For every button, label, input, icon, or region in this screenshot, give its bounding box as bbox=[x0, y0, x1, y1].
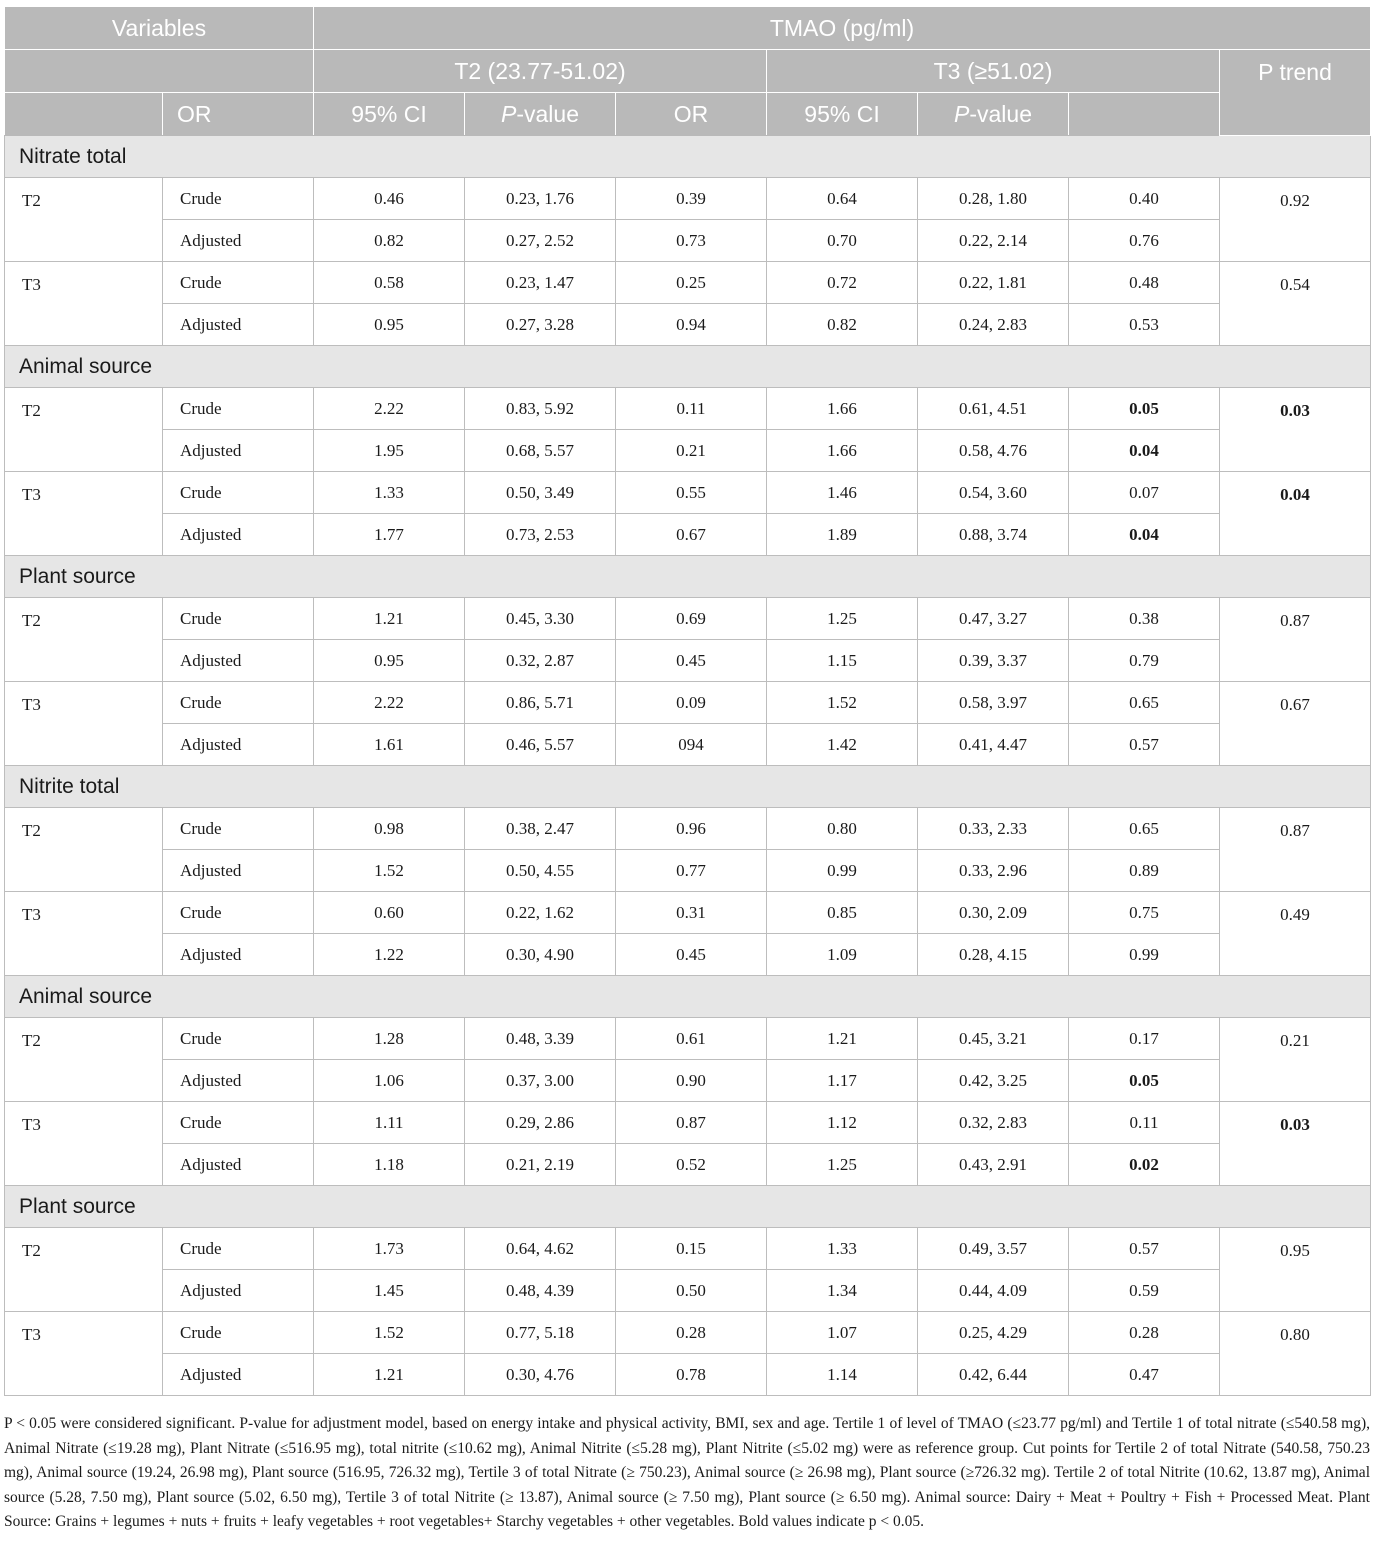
pvalue-cell: 0.25 bbox=[616, 262, 767, 304]
header-tmao: TMAO (pg/ml) bbox=[314, 7, 1371, 50]
model-label: Crude bbox=[163, 472, 314, 514]
ci-cell: 0.58, 3.97 bbox=[918, 682, 1069, 724]
table-row bbox=[5, 1270, 1371, 1312]
section-label: Nitrate total bbox=[5, 136, 1371, 178]
pvalue-cell: 0.38 bbox=[1069, 598, 1220, 640]
ci-cell: 0.28, 1.80 bbox=[918, 178, 1069, 220]
ci-cell: 0.32, 2.83 bbox=[918, 1102, 1069, 1144]
model-label: Adjusted bbox=[163, 220, 314, 262]
header-ci-1: 95% CI bbox=[314, 93, 465, 136]
section-row bbox=[5, 766, 1371, 808]
section-label: Animal source bbox=[5, 976, 1371, 1018]
header-blank-cell bbox=[5, 93, 163, 136]
table-header bbox=[5, 7, 1371, 136]
pvalue-cell: 0.15 bbox=[616, 1228, 767, 1270]
ci-cell: 0.30, 4.76 bbox=[465, 1354, 616, 1396]
table-row bbox=[5, 1228, 1371, 1270]
or-cell: 1.73 bbox=[314, 1228, 465, 1270]
pvalue-cell: 0.73 bbox=[616, 220, 767, 262]
or-cell: 1.15 bbox=[767, 640, 918, 682]
table-row bbox=[5, 682, 1371, 724]
pvalue-cell: 0.28 bbox=[616, 1312, 767, 1354]
ci-cell: 0.45, 3.21 bbox=[918, 1018, 1069, 1060]
model-label: Adjusted bbox=[163, 1270, 314, 1312]
section-label: Plant source bbox=[5, 1186, 1371, 1228]
pvalue-cell: 0.45 bbox=[616, 640, 767, 682]
ci-cell: 0.54, 3.60 bbox=[918, 472, 1069, 514]
table-row bbox=[5, 934, 1371, 976]
table-row bbox=[5, 1354, 1371, 1396]
or-cell: 1.66 bbox=[767, 430, 918, 472]
pvalue-cell: 0.47 bbox=[1069, 1354, 1220, 1396]
table-row bbox=[5, 1312, 1371, 1354]
model-label: Crude bbox=[163, 1102, 314, 1144]
pvalue-cell: 0.04 bbox=[1069, 514, 1220, 556]
pvalue-cell: 0.55 bbox=[616, 472, 767, 514]
ci-cell: 0.29, 2.86 bbox=[465, 1102, 616, 1144]
pvalue-cell: 0.28 bbox=[1069, 1312, 1220, 1354]
pvalue-cell: 0.52 bbox=[616, 1144, 767, 1186]
pvalue-cell: 0.48 bbox=[1069, 262, 1220, 304]
ci-cell: 0.61, 4.51 bbox=[918, 388, 1069, 430]
header-ptrend: P trend bbox=[1220, 50, 1371, 136]
header-or-1: OR bbox=[163, 93, 314, 136]
pvalue-cell: 0.69 bbox=[616, 598, 767, 640]
table-row bbox=[5, 1102, 1371, 1144]
pvalue-cell: 0.96 bbox=[616, 808, 767, 850]
header-p-rest: -value bbox=[969, 100, 1032, 127]
table-row bbox=[5, 220, 1371, 262]
table-row bbox=[5, 430, 1371, 472]
ptrend-cell: 0.54 bbox=[1220, 262, 1371, 346]
model-label: Crude bbox=[163, 1312, 314, 1354]
or-cell: 1.25 bbox=[767, 598, 918, 640]
pvalue-cell: 0.57 bbox=[1069, 724, 1220, 766]
table-row bbox=[5, 850, 1371, 892]
or-cell: 1.46 bbox=[767, 472, 918, 514]
or-cell: 1.33 bbox=[767, 1228, 918, 1270]
pvalue-cell: 0.99 bbox=[1069, 934, 1220, 976]
table-row bbox=[5, 598, 1371, 640]
model-label: Adjusted bbox=[163, 514, 314, 556]
ptrend-cell: 0.03 bbox=[1220, 388, 1371, 472]
ci-cell: 0.38, 2.47 bbox=[465, 808, 616, 850]
ci-cell: 0.27, 3.28 bbox=[465, 304, 616, 346]
or-cell: 1.22 bbox=[314, 934, 465, 976]
ptrend-cell: 0.03 bbox=[1220, 1102, 1371, 1186]
model-label: Crude bbox=[163, 1018, 314, 1060]
model-label: Adjusted bbox=[163, 934, 314, 976]
or-cell: 0.70 bbox=[767, 220, 918, 262]
pvalue-cell: 0.78 bbox=[616, 1354, 767, 1396]
ci-cell: 0.28, 4.15 bbox=[918, 934, 1069, 976]
model-label: Crude bbox=[163, 892, 314, 934]
model-label: Crude bbox=[163, 262, 314, 304]
tertile-label: T2 bbox=[5, 598, 163, 682]
model-label: Crude bbox=[163, 682, 314, 724]
table-row bbox=[5, 514, 1371, 556]
table-row bbox=[5, 388, 1371, 430]
ci-cell: 0.44, 4.09 bbox=[918, 1270, 1069, 1312]
model-label: Adjusted bbox=[163, 640, 314, 682]
ci-cell: 0.41, 4.47 bbox=[918, 724, 1069, 766]
tertile-label: T3 bbox=[5, 1102, 163, 1186]
pvalue-cell: 0.53 bbox=[1069, 304, 1220, 346]
table-footnote: P < 0.05 were considered significant. P-value for adjustment model, based on energy intake and physical activity, BMI, sex and age. Tertile 1 of level of TMAO (≤23.77 pg/ml) and Tertile 1 of total nitrate (≤540.58 mg), Animal Nitrate (≤19.28 mg), Plant Nitrate (≤516.95 mg), total nitrite (≤10.62 mg), Animal Nitrite (≤5.28 mg), Plant Nitrite (≤5.02 mg) were as reference group. Cut points for Tertile 2 of total Nitrate (540.58, 750.23 mg), Animal source (19.24, 26.98 mg), Plant source (516.95, 726.32 mg), Tertile 3 of total Nitrate (≥ 750.23), Animal source (≥ 26.98 mg), Plant source (≥726.32 mg). Tertile 2 of total Nitrite (10.62, 13.87 mg), Animal source (5.28, 7.50 mg), Plant source (5.02, 6.50 mg), Tertile 3 of total Nitrite (≥ 13.87), Animal source (≥ 7.50 mg), Plant source (≥ 6.50 mg). Animal source: Dairy + Meat + Poultry + Fish + Processed Meat. Plant Source: Grains + legumes + nuts + fruits + leafy vegetables + root vegetables+ Starchy vegetables + other vegetables. Bold values indicate p < 0.05. bbox=[4, 1415, 1370, 1530]
pvalue-cell: 0.57 bbox=[1069, 1228, 1220, 1270]
model-label: Crude bbox=[163, 178, 314, 220]
ci-cell: 0.42, 3.25 bbox=[918, 1060, 1069, 1102]
or-cell: 0.64 bbox=[767, 178, 918, 220]
or-cell: 0.80 bbox=[767, 808, 918, 850]
pvalue-cell: 0.05 bbox=[1069, 1060, 1220, 1102]
ci-cell: 0.32, 2.87 bbox=[465, 640, 616, 682]
ci-cell: 0.48, 4.39 bbox=[465, 1270, 616, 1312]
ci-cell: 0.21, 2.19 bbox=[465, 1144, 616, 1186]
or-cell: 0.85 bbox=[767, 892, 918, 934]
pvalue-cell: 0.39 bbox=[616, 178, 767, 220]
table-row bbox=[5, 892, 1371, 934]
pvalue-cell: 094 bbox=[616, 724, 767, 766]
ptrend-cell: 0.67 bbox=[1220, 682, 1371, 766]
or-cell: 1.95 bbox=[314, 430, 465, 472]
tertile-label: T2 bbox=[5, 1018, 163, 1102]
pvalue-cell: 0.94 bbox=[616, 304, 767, 346]
pvalue-cell: 0.31 bbox=[616, 892, 767, 934]
pvalue-cell: 0.67 bbox=[616, 514, 767, 556]
ci-cell: 0.33, 2.33 bbox=[918, 808, 1069, 850]
or-cell: 1.07 bbox=[767, 1312, 918, 1354]
section-row bbox=[5, 1186, 1371, 1228]
or-cell: 1.61 bbox=[314, 724, 465, 766]
tertile-label: T3 bbox=[5, 472, 163, 556]
pvalue-cell: 0.11 bbox=[1069, 1102, 1220, 1144]
pvalue-cell: 0.87 bbox=[616, 1102, 767, 1144]
ci-cell: 0.43, 2.91 bbox=[918, 1144, 1069, 1186]
or-cell: 1.21 bbox=[314, 1354, 465, 1396]
header-p-rest: -value bbox=[516, 100, 579, 127]
ci-cell: 0.45, 3.30 bbox=[465, 598, 616, 640]
model-label: Adjusted bbox=[163, 724, 314, 766]
pvalue-cell: 0.17 bbox=[1069, 1018, 1220, 1060]
ci-cell: 0.58, 4.76 bbox=[918, 430, 1069, 472]
ptrend-cell: 0.87 bbox=[1220, 598, 1371, 682]
ci-cell: 0.37, 3.00 bbox=[465, 1060, 616, 1102]
model-label: Adjusted bbox=[163, 304, 314, 346]
table-row bbox=[5, 1018, 1371, 1060]
pvalue-cell: 0.79 bbox=[1069, 640, 1220, 682]
ci-cell: 0.83, 5.92 bbox=[465, 388, 616, 430]
pvalue-cell: 0.75 bbox=[1069, 892, 1220, 934]
or-cell: 1.12 bbox=[767, 1102, 918, 1144]
ptrend-cell: 0.92 bbox=[1220, 178, 1371, 262]
tertile-label: T2 bbox=[5, 1228, 163, 1312]
pvalue-cell: 0.65 bbox=[1069, 808, 1220, 850]
ptrend-cell: 0.87 bbox=[1220, 808, 1371, 892]
ptrend-cell: 0.49 bbox=[1220, 892, 1371, 976]
table-row bbox=[5, 724, 1371, 766]
ci-cell: 0.88, 3.74 bbox=[918, 514, 1069, 556]
ptrend-cell: 0.80 bbox=[1220, 1312, 1371, 1396]
ci-cell: 0.27, 2.52 bbox=[465, 220, 616, 262]
or-cell: 1.33 bbox=[314, 472, 465, 514]
or-cell: 1.25 bbox=[767, 1144, 918, 1186]
model-label: Adjusted bbox=[163, 430, 314, 472]
or-cell: 1.28 bbox=[314, 1018, 465, 1060]
or-cell: 0.60 bbox=[314, 892, 465, 934]
or-cell: 1.77 bbox=[314, 514, 465, 556]
tertile-label: T3 bbox=[5, 262, 163, 346]
table-row bbox=[5, 178, 1371, 220]
section-label: Nitrite total bbox=[5, 766, 1371, 808]
ci-cell: 0.46, 5.57 bbox=[465, 724, 616, 766]
or-cell: 0.58 bbox=[314, 262, 465, 304]
table-row bbox=[5, 262, 1371, 304]
or-cell: 1.17 bbox=[767, 1060, 918, 1102]
ci-cell: 0.30, 2.09 bbox=[918, 892, 1069, 934]
tertile-label: T2 bbox=[5, 388, 163, 472]
or-cell: 1.34 bbox=[767, 1270, 918, 1312]
header-or-2: OR bbox=[616, 93, 767, 136]
pvalue-cell: 0.90 bbox=[616, 1060, 767, 1102]
pvalue-cell: 0.05 bbox=[1069, 388, 1220, 430]
or-cell: 1.89 bbox=[767, 514, 918, 556]
or-cell: 1.52 bbox=[767, 682, 918, 724]
pvalue-cell: 0.50 bbox=[616, 1270, 767, 1312]
pvalue-cell: 0.59 bbox=[1069, 1270, 1220, 1312]
or-cell: 1.45 bbox=[314, 1270, 465, 1312]
or-cell: 1.21 bbox=[314, 598, 465, 640]
or-cell: 1.52 bbox=[314, 1312, 465, 1354]
pvalue-cell: 0.76 bbox=[1069, 220, 1220, 262]
header-pvalue-2 bbox=[918, 93, 1069, 136]
ci-cell: 0.33, 2.96 bbox=[918, 850, 1069, 892]
or-cell: 0.98 bbox=[314, 808, 465, 850]
section-row bbox=[5, 136, 1371, 178]
ci-cell: 0.39, 3.37 bbox=[918, 640, 1069, 682]
or-cell: 1.14 bbox=[767, 1354, 918, 1396]
section-row bbox=[5, 976, 1371, 1018]
section-label: Animal source bbox=[5, 346, 1371, 388]
pvalue-cell: 0.65 bbox=[1069, 682, 1220, 724]
pvalue-cell: 0.61 bbox=[616, 1018, 767, 1060]
ci-cell: 0.86, 5.71 bbox=[465, 682, 616, 724]
model-label: Adjusted bbox=[163, 1354, 314, 1396]
ci-cell: 0.48, 3.39 bbox=[465, 1018, 616, 1060]
table-row bbox=[5, 1060, 1371, 1102]
ci-cell: 0.30, 4.90 bbox=[465, 934, 616, 976]
model-label: Crude bbox=[163, 1228, 314, 1270]
table-row bbox=[5, 304, 1371, 346]
or-cell: 2.22 bbox=[314, 682, 465, 724]
or-cell: 1.52 bbox=[314, 850, 465, 892]
header-t2: T2 (23.77-51.02) bbox=[314, 50, 767, 93]
or-cell: 1.21 bbox=[767, 1018, 918, 1060]
ci-cell: 0.23, 1.76 bbox=[465, 178, 616, 220]
ci-cell: 0.23, 1.47 bbox=[465, 262, 616, 304]
ci-cell: 0.22, 2.14 bbox=[918, 220, 1069, 262]
header-p-italic: P bbox=[954, 100, 970, 127]
or-cell: 0.95 bbox=[314, 640, 465, 682]
or-cell: 0.99 bbox=[767, 850, 918, 892]
table-row bbox=[5, 640, 1371, 682]
or-cell: 0.82 bbox=[314, 220, 465, 262]
or-cell: 1.18 bbox=[314, 1144, 465, 1186]
pvalue-cell: 0.40 bbox=[1069, 178, 1220, 220]
ptrend-cell: 0.21 bbox=[1220, 1018, 1371, 1102]
ptrend-cell: 0.04 bbox=[1220, 472, 1371, 556]
tertile-label: T3 bbox=[5, 892, 163, 976]
ci-cell: 0.49, 3.57 bbox=[918, 1228, 1069, 1270]
header-t3: T3 (≥51.02) bbox=[767, 50, 1220, 93]
pvalue-cell: 0.89 bbox=[1069, 850, 1220, 892]
ci-cell: 0.73, 2.53 bbox=[465, 514, 616, 556]
or-cell: 1.11 bbox=[314, 1102, 465, 1144]
pvalue-cell: 0.21 bbox=[616, 430, 767, 472]
header-pvalue-1 bbox=[465, 93, 616, 136]
pvalue-cell: 0.11 bbox=[616, 388, 767, 430]
tertile-label: T2 bbox=[5, 808, 163, 892]
model-label: Adjusted bbox=[163, 850, 314, 892]
table-row bbox=[5, 808, 1371, 850]
or-cell: 1.09 bbox=[767, 934, 918, 976]
ci-cell: 0.68, 5.57 bbox=[465, 430, 616, 472]
or-cell: 1.06 bbox=[314, 1060, 465, 1102]
ci-cell: 0.64, 4.62 bbox=[465, 1228, 616, 1270]
header-p-italic: P bbox=[501, 100, 517, 127]
pvalue-cell: 0.04 bbox=[1069, 430, 1220, 472]
ci-cell: 0.50, 4.55 bbox=[465, 850, 616, 892]
tertile-label: T3 bbox=[5, 1312, 163, 1396]
or-cell: 0.46 bbox=[314, 178, 465, 220]
results-table-container bbox=[4, 6, 1370, 1396]
model-label: Crude bbox=[163, 598, 314, 640]
tertile-label: T3 bbox=[5, 682, 163, 766]
section-row bbox=[5, 346, 1371, 388]
ci-cell: 0.50, 3.49 bbox=[465, 472, 616, 514]
table-row bbox=[5, 1144, 1371, 1186]
pvalue-cell: 0.77 bbox=[616, 850, 767, 892]
model-label: Crude bbox=[163, 808, 314, 850]
ci-cell: 0.22, 1.62 bbox=[465, 892, 616, 934]
ci-cell: 0.42, 6.44 bbox=[918, 1354, 1069, 1396]
ci-cell: 0.24, 2.83 bbox=[918, 304, 1069, 346]
pvalue-cell: 0.45 bbox=[616, 934, 767, 976]
model-label: Crude bbox=[163, 388, 314, 430]
header-ci-2: 95% CI bbox=[767, 93, 918, 136]
results-table bbox=[4, 6, 1371, 1396]
model-label: Adjusted bbox=[163, 1144, 314, 1186]
ci-cell: 0.47, 3.27 bbox=[918, 598, 1069, 640]
or-cell: 1.66 bbox=[767, 388, 918, 430]
pvalue-cell: 0.07 bbox=[1069, 472, 1220, 514]
or-cell: 2.22 bbox=[314, 388, 465, 430]
header-blank-cell bbox=[1069, 93, 1220, 136]
ptrend-cell: 0.95 bbox=[1220, 1228, 1371, 1312]
pvalue-cell: 0.02 bbox=[1069, 1144, 1220, 1186]
ci-cell: 0.22, 1.81 bbox=[918, 262, 1069, 304]
or-cell: 0.82 bbox=[767, 304, 918, 346]
section-label: Plant source bbox=[5, 556, 1371, 598]
ci-cell: 0.77, 5.18 bbox=[465, 1312, 616, 1354]
model-label: Adjusted bbox=[163, 1060, 314, 1102]
header-variables: Variables bbox=[5, 7, 314, 50]
or-cell: 0.95 bbox=[314, 304, 465, 346]
pvalue-cell: 0.09 bbox=[616, 682, 767, 724]
table-row bbox=[5, 472, 1371, 514]
ci-cell: 0.25, 4.29 bbox=[918, 1312, 1069, 1354]
tertile-label: T2 bbox=[5, 178, 163, 262]
section-row bbox=[5, 556, 1371, 598]
header-blank bbox=[5, 50, 314, 93]
or-cell: 1.42 bbox=[767, 724, 918, 766]
or-cell: 0.72 bbox=[767, 262, 918, 304]
table-body bbox=[5, 136, 1371, 1396]
